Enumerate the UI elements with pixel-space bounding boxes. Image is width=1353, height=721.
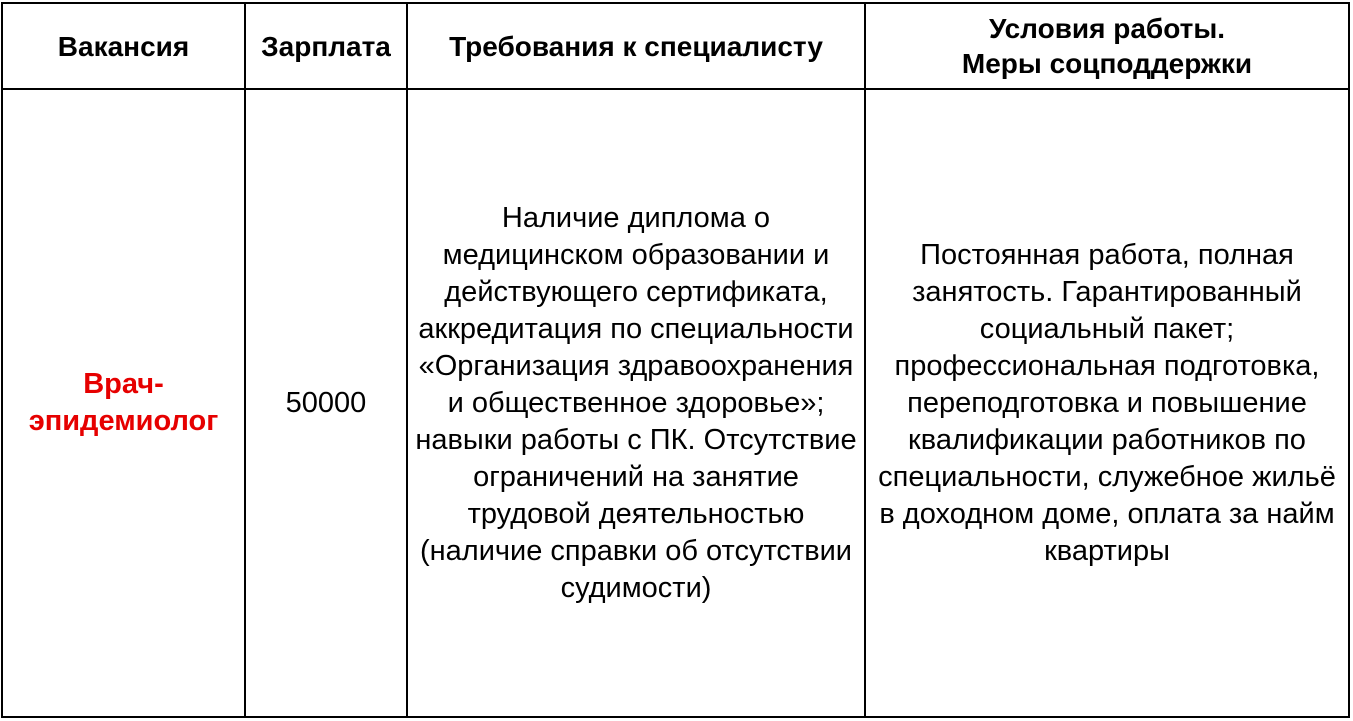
vacancy-table: [1, 2, 1350, 718]
header-salary: Зарплата: [245, 3, 407, 89]
table-row: [2, 89, 1349, 717]
header-requirements: Требования к специалисту: [407, 3, 865, 89]
header-conditions-line1: Условия работы.: [988, 13, 1226, 44]
vacancy-name-cell: Врач-эпидемиолог: [2, 89, 245, 717]
table-header-row: [2, 3, 1349, 89]
header-vacancy: Вакансия: [2, 3, 245, 89]
salary-cell: 50000: [245, 89, 407, 717]
header-conditions-line2: Меры соцподдержки: [961, 48, 1253, 79]
header-conditions: [865, 3, 1349, 89]
conditions-cell: Постоянная работа, полная занятость. Гарантированный социальный пакет; профессиональная подготовка, переподготовка и повышение квалификации работников по специальности, служебное жильё в доходном доме, оплата за найм квартиры: [865, 89, 1349, 717]
requirements-cell: Наличие диплома о медицинском образовании и действующего сертификата, аккредитация по специальности «Организация здравоохранения и общественное здоровье»; навыки работы с ПК. Отсутствие ограничений на занятие трудовой деятельностью (наличие справки об отсутствии судимости): [407, 89, 865, 717]
